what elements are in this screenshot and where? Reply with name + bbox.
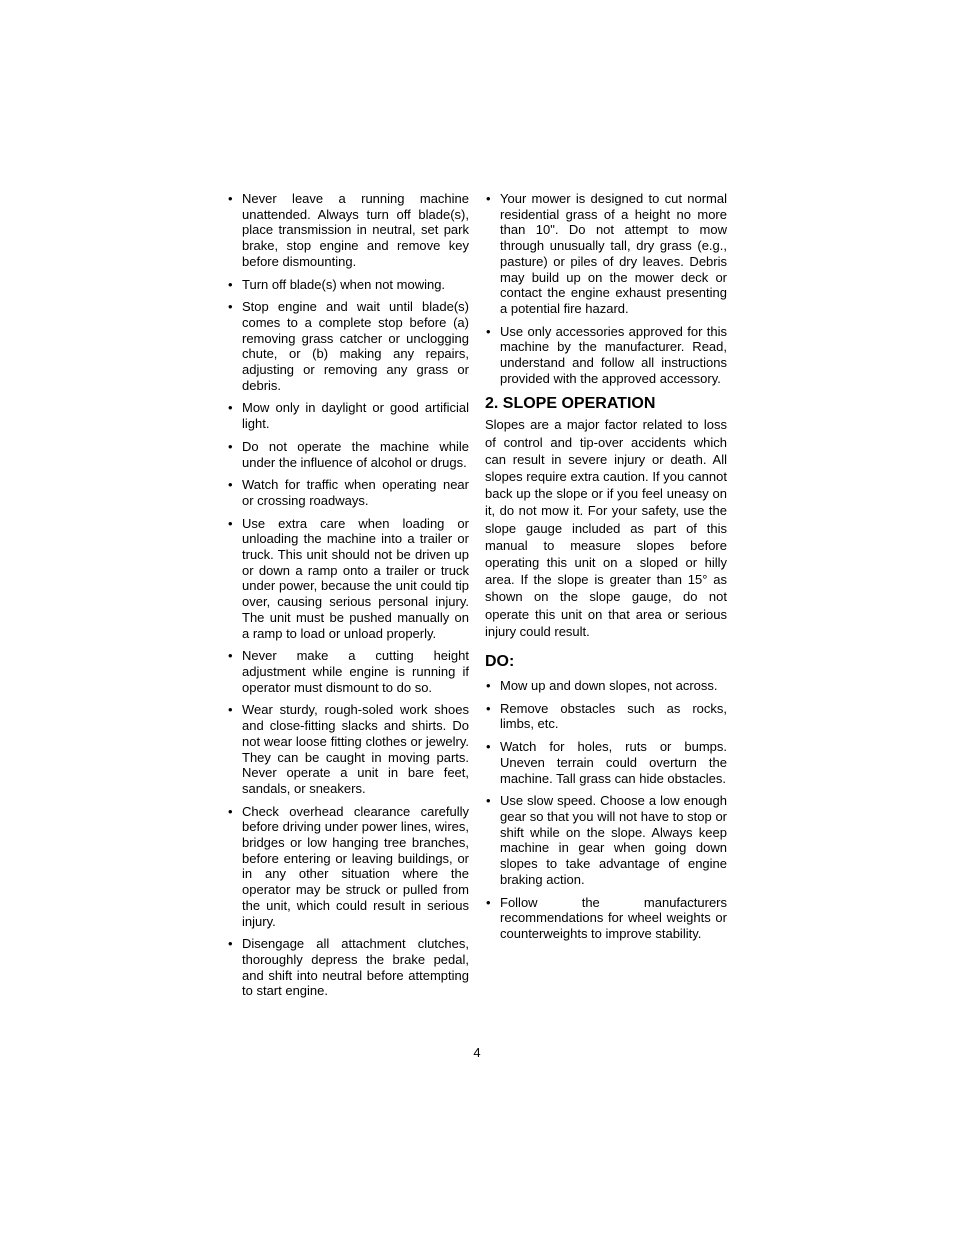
list-item: • Turn off blade(s) when not mowing. (227, 277, 469, 293)
list-item: • Disengage all attachment clutches, thoroughly depress the brake pedal, and shift into neutral before attempting to start engine. (227, 936, 469, 999)
do-list (485, 678, 727, 942)
list-item: • Do not operate the machine while under the influence of alcohol or drugs. (227, 439, 469, 470)
list-item: • Your mower is designed to cut normal residential grass of a height no more than 10". Do not attempt to mow through unusually tall, dry grass (e.g., pasture) or piles of dry leaves. Debris may build up on the mower deck or contact the engine exhaust presenting a potential fire hazard. (485, 191, 727, 317)
do-heading: DO: (485, 653, 515, 671)
list-item: • Watch for traffic when operating near or crossing roadways. (227, 477, 469, 508)
list-item: • Use extra care when loading or unloading the machine into a trailer or truck. This unit should not be driven up or down a ramp onto a trailer or truck under power, because the unit could tip over, causing serious personal injury. The unit must be pushed manually on a ramp to load or unload properly. (227, 516, 469, 642)
slope-operation-body: Slopes are a major factor related to loss of control and tip-over accidents which can result in severe injury or death. All slopes require extra caution. If you cannot back up the slope or if you feel uneasy on it, do not mow it. For your safety, use the slope gauge included as part of this manual to measure slopes before operating this unit on a sloped or hilly area. If the slope is greater than 15° as shown on the slope gauge, do not operate this unit on that area or serious injury could result. (485, 417, 727, 639)
list-item: • Use only accessories approved for this machine by the manufacturer. Read, understand and follow all instructions provided with the approved accessory. (485, 324, 727, 387)
list-item: • Watch for holes, ruts or bumps. Uneven terrain could overturn the machine. Tall grass can hide obstacles. (485, 739, 727, 786)
list-item: • Stop engine and wait until blade(s) comes to a complete stop before (a) removing grass catcher or unclogging chute, or (b) making any repairs, adjusting or removing any grass or debris. (227, 299, 469, 393)
list-item: • Check overhead clearance carefully before driving under power lines, wires, bridges or low hanging tree branches, before entering or leaving buildings, or in any other situation where the operator may be struck or pulled from the unit, which could result in serious injury. (227, 804, 469, 930)
list-item: • Mow up and down slopes, not across. (485, 678, 727, 694)
list-item: • Wear sturdy, rough-soled work shoes and close-fitting slacks and shirts. Do not wear loose fitting clothes or jewelry. They can be caught in moving parts. Never operate a unit in bare feet, sandals, or sneakers. (227, 702, 469, 796)
page-number: 4 (473, 1045, 481, 1060)
slope-operation-heading: 2. SLOPE OPERATION (485, 395, 656, 413)
safety-rules-list (227, 191, 469, 999)
list-item: • Follow the manufacturers recommendations for wheel weights or counterweights to improve stability. (485, 895, 727, 942)
list-item: • Mow only in daylight or good artificial light. (227, 400, 469, 431)
safety-rules-list-continued (485, 191, 727, 386)
list-item: • Use slow speed. Choose a low enough gear so that you will not have to stop or shift while on the slope. Always keep machine in gear when going down slopes to take advantage of engine braking action. (485, 793, 727, 887)
list-item: • Never leave a running machine unattended. Always turn off blade(s), place transmission in neutral, set park brake, stop engine and remove key before dismounting. (227, 191, 469, 270)
left-column (227, 191, 469, 1006)
list-item: • Remove obstacles such as rocks, limbs, etc. (485, 701, 727, 732)
right-column (485, 191, 727, 949)
list-item: • Never make a cutting height adjustment while engine is running if operator must dismount to do so. (227, 648, 469, 695)
